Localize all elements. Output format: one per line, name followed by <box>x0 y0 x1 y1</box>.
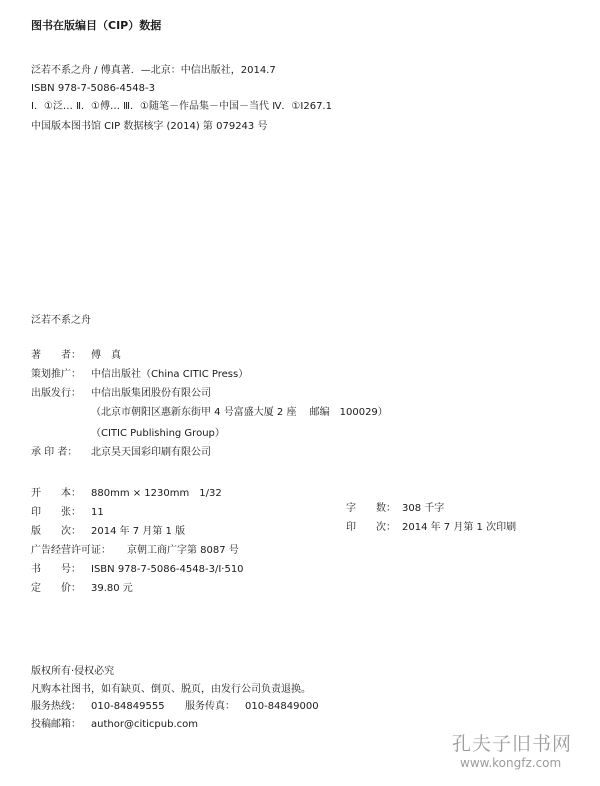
hotline-value: 010-84849555 <box>91 701 165 712</box>
credit-label-publisher: 出版发行： <box>31 388 81 399</box>
spec-label-book-number: 书 号： <box>31 564 81 575</box>
book-title: 泛若不系之舟 <box>31 315 91 326</box>
watermark-logo: 孔夫子旧书网 <box>452 733 573 755</box>
cip-line-isbn: ISBN 978-7-5086-4548-3 <box>31 83 155 94</box>
spec-value-word-count: 308 千字 <box>402 503 445 514</box>
spec-label-format: 开 本： <box>31 488 81 499</box>
hotline-label: 服务热线： <box>31 701 81 712</box>
spec-value-edition: 2014 年 7 月第 1 版 <box>91 526 186 537</box>
credit-value-printer: 北京昊天国彩印刷有限公司 <box>91 447 211 458</box>
spec-value-sheets: 11 <box>91 507 104 518</box>
return-policy: 凡购本社图书，如有缺页、倒页、脱页，由发行公司负责退换。 <box>31 684 311 695</box>
spec-label-edition: 版 次： <box>31 526 81 537</box>
spec-label-price: 定 价： <box>31 583 81 594</box>
spec-value-ad-license: 京朝工商广字第 8087 号 <box>127 545 239 556</box>
credit-label-promotion: 策划推广： <box>31 369 81 380</box>
spec-label-word-count: 字 数： <box>346 503 396 514</box>
cip-line-record-number: 中国版本图书馆 CIP 数据核字 (2014) 第 079243 号 <box>31 121 268 132</box>
credit-value-publisher-english: （CITIC Publishing Group） <box>91 428 225 439</box>
spec-label-sheets: 印 张： <box>31 507 81 518</box>
cip-line-title: 泛若不系之舟 / 傅真著．—北京：中信出版社，2014.7 <box>31 65 276 76</box>
rights-notice: 版权所有·侵权必究 <box>31 666 115 677</box>
credit-value-author: 傅 真 <box>91 350 121 361</box>
credit-value-publisher-address: （北京市朝阳区惠新东街甲 4 号富盛大厦 2 座 邮编 100029） <box>91 407 388 418</box>
email-value: author@citicpub.com <box>91 719 198 730</box>
spec-value-price: 39.80 元 <box>91 583 133 594</box>
watermark-url: www.kongfz.com <box>460 756 562 770</box>
cip-line-classification: Ⅰ．①泛… Ⅱ．①傅… Ⅲ．①随笔－作品集－中国－当代 Ⅳ．①I267.1 <box>31 101 332 112</box>
credit-value-promotion: 中信出版社（China CITIC Press） <box>91 369 249 380</box>
fax-label: 服务传真： <box>185 701 235 712</box>
credit-label-printer: 承 印 者： <box>31 447 78 458</box>
spec-value-format: 880mm × 1230mm 1/32 <box>91 488 222 499</box>
credit-label-author: 著 者： <box>31 350 81 361</box>
spec-label-printing: 印 次： <box>346 522 396 533</box>
spec-value-printing: 2014 年 7 月第 1 次印刷 <box>402 522 517 533</box>
spec-value-book-number: ISBN 978-7-5086-4548-3/I·510 <box>91 564 244 575</box>
spec-label-ad-license: 广告经营许可证： <box>31 545 111 556</box>
credit-value-publisher: 中信出版集团股份有限公司 <box>91 388 211 399</box>
fax-value: 010-84849000 <box>245 701 319 712</box>
cip-header: 图书在版编目（CIP）数据 <box>31 19 162 32</box>
email-label: 投稿邮箱： <box>31 719 81 730</box>
